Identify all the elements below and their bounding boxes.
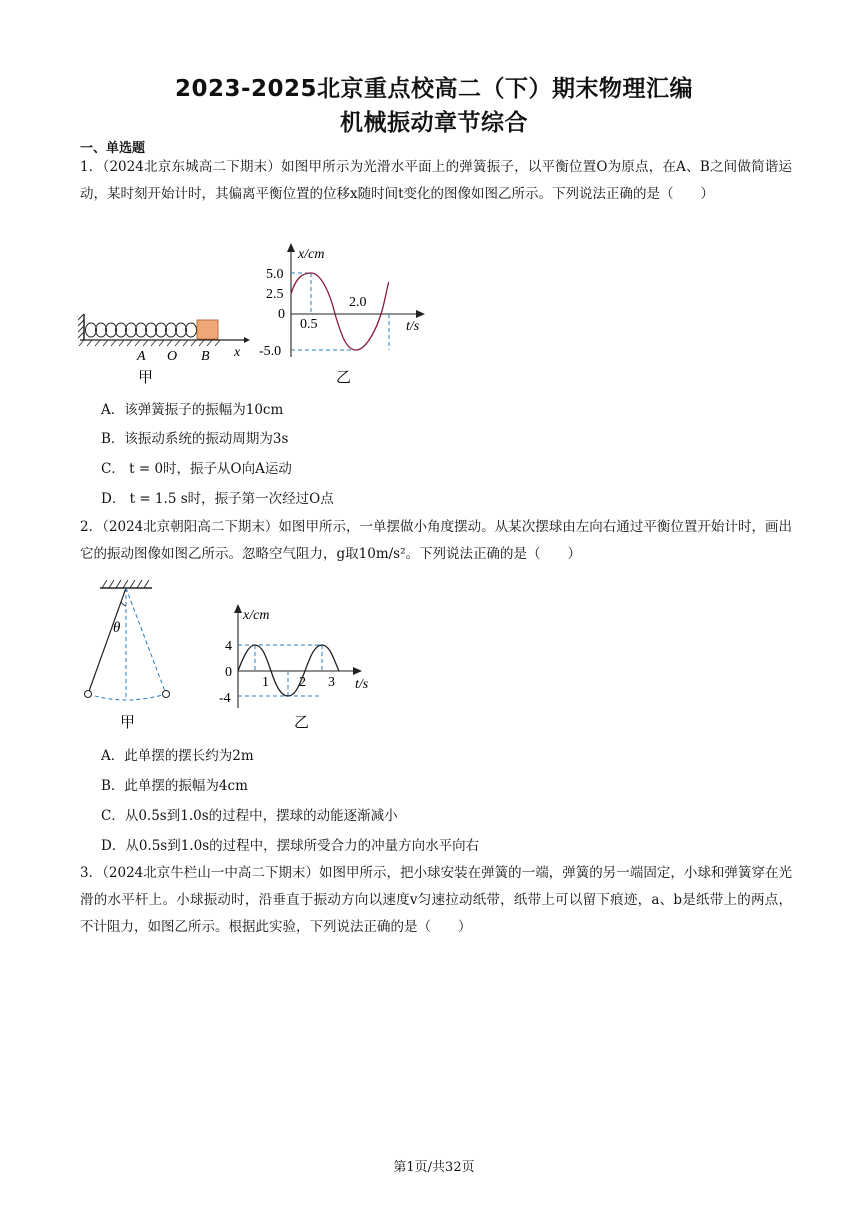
graph-ylabel: x/cm: [298, 247, 325, 262]
q2-option-d: D．从0.5s到1.0s的过程中，摆球所受合力的冲量方向水平向右: [101, 838, 480, 854]
x-axis-label: x: [234, 345, 241, 360]
q1-option-c: C． t = 0时，振子从O向A运动: [101, 461, 292, 477]
figure-caption-yi: 乙: [294, 715, 310, 731]
page-title: 2023-2025北京重点校高二（下）期末物理汇编: [174, 76, 694, 102]
x-tick-0.5: 0.5: [300, 317, 318, 332]
y-tick-5: 5.0: [266, 267, 284, 282]
point-a-label: A: [137, 349, 146, 364]
question-1-stem: 1．（2024北京东城高二下期末）如图甲所示为光滑水平面上的弹簧振子，以平衡位置O为原点，在A、B之间做简谐运动，某时刻开始计时，其偏离平衡位置的位移x随时间t变化的图像如图乙所示。下列说法正确的是（ ）: [80, 159, 792, 202]
section-heading: 一、单选题: [80, 141, 146, 156]
question-3-stem: 3．（2024北京牛栏山一中高二下期末）如图甲所示，把小球安装在弹簧的一端，弹簧的另一端固定，小球和弹簧穿在光滑的水平杆上。小球振动时，沿垂直于振动方向以速度v匀速拉动纸带，纸带上可以留下痕迹，a、b是纸带上的两点，不计阻力，如图乙所示。根据此实验，下列说法正确的是（ ）: [80, 865, 792, 935]
x-tick-2.0: 2.0: [349, 295, 367, 310]
figure-caption-jia: 甲: [138, 370, 154, 386]
y-tick-neg4: -4: [219, 691, 231, 706]
x-tick-1: 1: [262, 675, 269, 690]
figure-caption-jia: 甲: [120, 715, 136, 731]
y-tick-0: 0: [225, 665, 232, 680]
y-tick-4: 4: [225, 639, 232, 654]
q2-option-c: C．从0.5s到1.0s的过程中，摆球的动能逐渐减小: [101, 808, 398, 824]
y-tick-neg5: -5.0: [259, 344, 282, 359]
question-2-stem: 2．（2024北京朝阳高二下期末）如图甲所示，一单摆做小角度摆动。从某次摆球由左向右通过平衡位置开始计时，画出它的振动图像如图乙所示。忽略空气阻力，g取10m/s²。下列说法正确的是（ ）: [80, 519, 792, 562]
figure-caption-yi: 乙: [336, 370, 352, 386]
q1-xt-graph: [256, 242, 436, 390]
q1-spring-figure: [78, 310, 253, 390]
q2-option-a: A．此单摆的摆长约为2m: [101, 748, 254, 764]
q2-option-b: B．此单摆的振幅为4cm: [101, 778, 248, 794]
q1-option-a: A．该弹簧振子的振幅为10cm: [101, 402, 284, 418]
q1-option-d: D． t = 1.5 s时，振子第一次经过O点: [101, 491, 334, 507]
theta-label: θ: [113, 620, 121, 636]
page-footer: 第1页/共32页: [393, 1160, 475, 1175]
point-b-label: B: [201, 349, 210, 364]
point-o-label: O: [167, 349, 178, 364]
q1-option-b: B．该振动系统的振动周期为3s: [101, 431, 289, 447]
y-tick-0: 0: [278, 307, 285, 322]
y-tick-2.5: 2.5: [266, 287, 284, 302]
x-tick-2: 2: [299, 675, 306, 690]
graph-xlabel: t/s: [355, 677, 369, 692]
graph-ylabel: x/cm: [243, 608, 270, 623]
q2-xt-graph: [218, 600, 378, 732]
graph-xlabel: t/s: [406, 319, 420, 334]
x-tick-3: 3: [328, 675, 335, 690]
q2-pendulum-figure: [78, 576, 188, 731]
page-subtitle: 机械振动章节综合: [340, 110, 528, 136]
